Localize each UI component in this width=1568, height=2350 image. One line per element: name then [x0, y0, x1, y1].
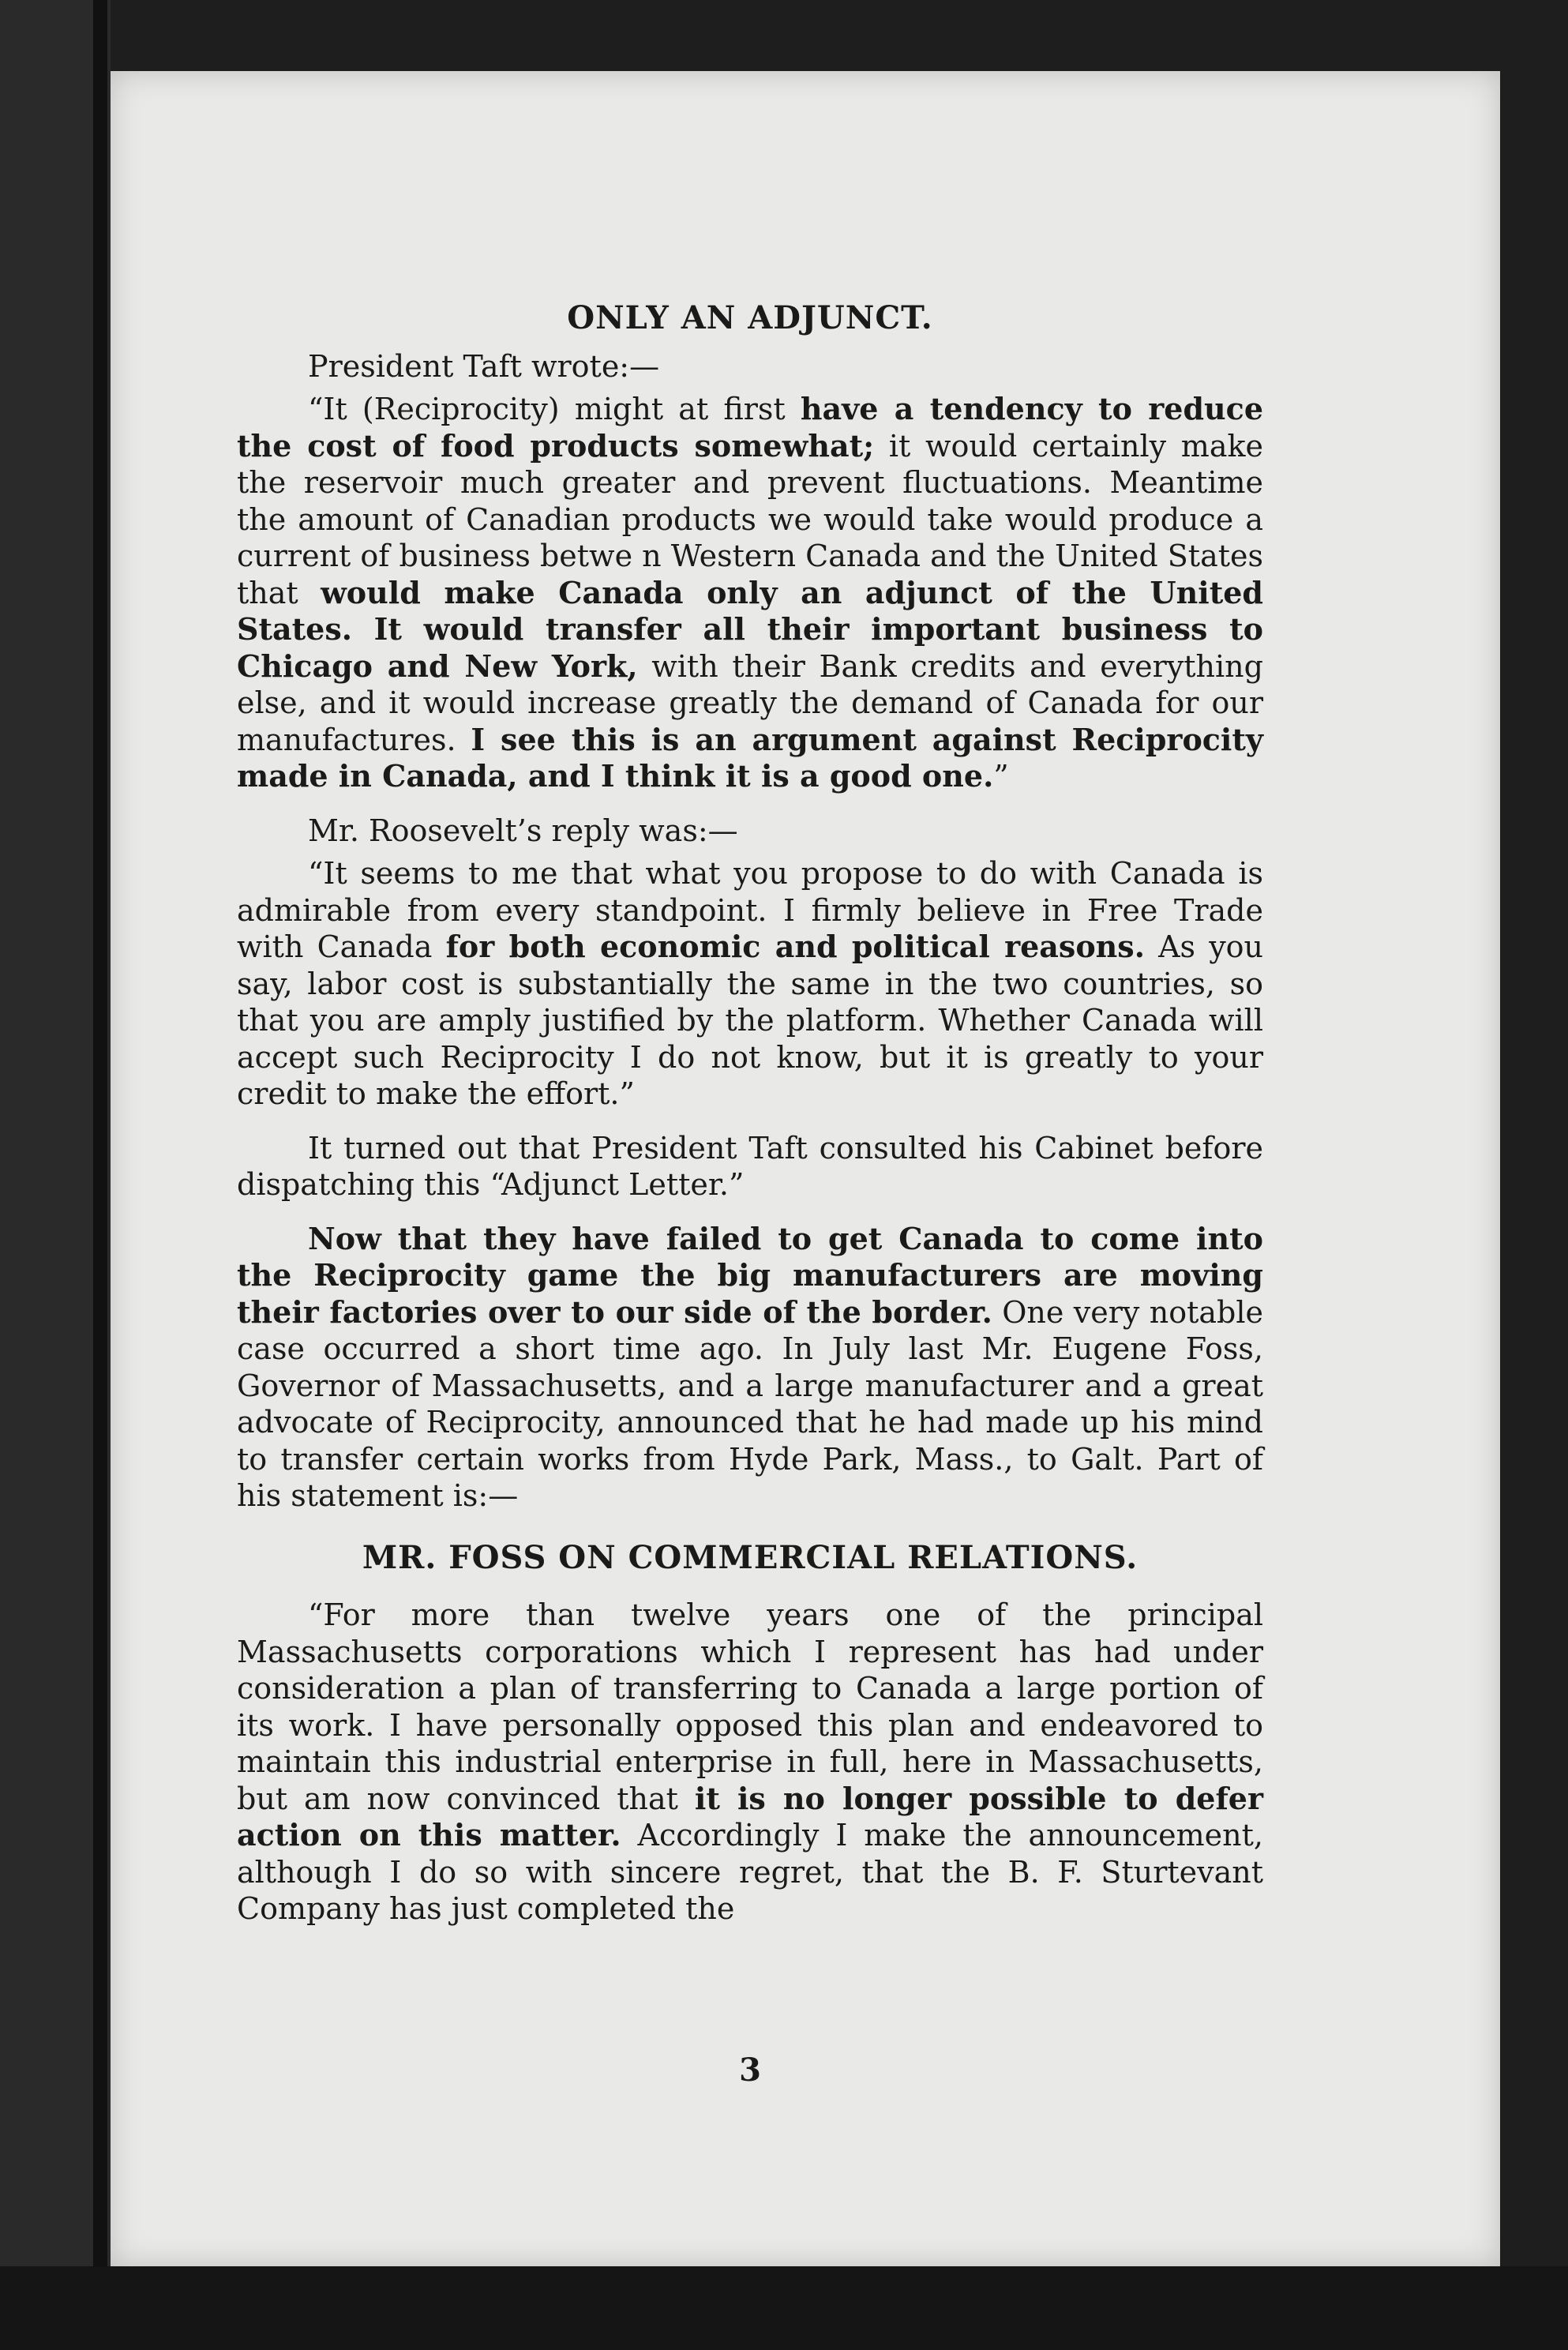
text-run: with their Bank credits and everything else, and it would increase greatly the demand of Canada for our manufactures.	[237, 648, 1263, 757]
bold-text-run: for both economic and political reasons.	[445, 929, 1145, 964]
text-run: “It seems to me that what you propose to do with Canada is admirable from every standpoint. I firmly believe in Free Trade with Canada	[237, 856, 1263, 964]
roosevelt-intro: Mr. Roosevelt’s reply was:—	[308, 813, 738, 848]
page-number: 3	[739, 2052, 761, 2089]
scan-left-strip	[0, 0, 111, 2350]
page-content	[237, 300, 1263, 1945]
bold-text-run: I see this is an argument against Reciprocity made in Canada, and I think it is a good one.	[237, 721, 1263, 794]
section-heading-adjunct: ONLY AN ADJUNCT.	[567, 299, 933, 336]
taft-intro: President Taft wrote:—	[308, 348, 660, 384]
scan-bottom-edge	[0, 2266, 1568, 2350]
bold-text-run: it is no longer possible to defer action on this matter.	[237, 1780, 1264, 1853]
bold-text-run: have a tendency to reduce the cost of food products somewhat;	[237, 391, 1263, 464]
roosevelt-quote	[237, 855, 1263, 1113]
section-heading-foss: MR. FOSS ON COMMERCIAL RELATIONS.	[362, 1538, 1138, 1576]
cabinet-paragraph: It turned out that President Taft consulted his Cabinet before dispatching this “Adjunct Letter.”	[237, 1130, 1263, 1202]
text-run: As you say, labor cost is substantially the same in the two countries, so that you are amply justified by the platform. Whether Canada will accept such Reciprocity I do not know, but it is greatly to your credit to make the effort.”	[237, 929, 1264, 1111]
text-run: ”	[993, 759, 1009, 794]
foss-statement	[237, 1597, 1263, 1928]
text-run: “For more than twelve years one of the principal Massachusetts corporations which I represent has had under consideration a plan of transferring to Canada a large portion of its work. I have personally opposed this plan and endeavored to maintain this industrial enterprise in full, here in Massachusetts, but am now convinced that	[237, 1597, 1263, 1816]
text-run: Accordingly I make the announcement, although I do so with sincere regret, that the B. F. Sturtevant Company has just completed the	[237, 1818, 1263, 1926]
bold-text-run: Now that they have failed to get Canada to come into the Reciprocity game the big manufacturers are moving their factories over to our side of the border.	[237, 1220, 1263, 1330]
text-run: One very notable case occurred a short time ago. In July last Mr. Eugene Foss, Governor of Massachusetts, and a large manufacturer and a great advocate of Reciprocity, announced that he had made up his mind to transfer certain works from Hyde Park, Mass., to Galt. Part of his statement is:—	[237, 1294, 1263, 1513]
bold-text-run: would make Canada only an adjunct of the United States. It would transfer all their important business to Chicago and New York,	[237, 574, 1263, 684]
text-run: it would certainly make the reservoir much greater and prevent fluctuations. Meantime the amount of Canadian products we would take would produce a current of business betwe n Western Canada and the United States that	[237, 428, 1263, 610]
binding-rule	[93, 0, 107, 2350]
text-run: “It (Reciprocity) might at first	[308, 392, 801, 426]
taft-quote	[237, 391, 1263, 795]
factories-paragraph	[237, 1221, 1263, 1515]
